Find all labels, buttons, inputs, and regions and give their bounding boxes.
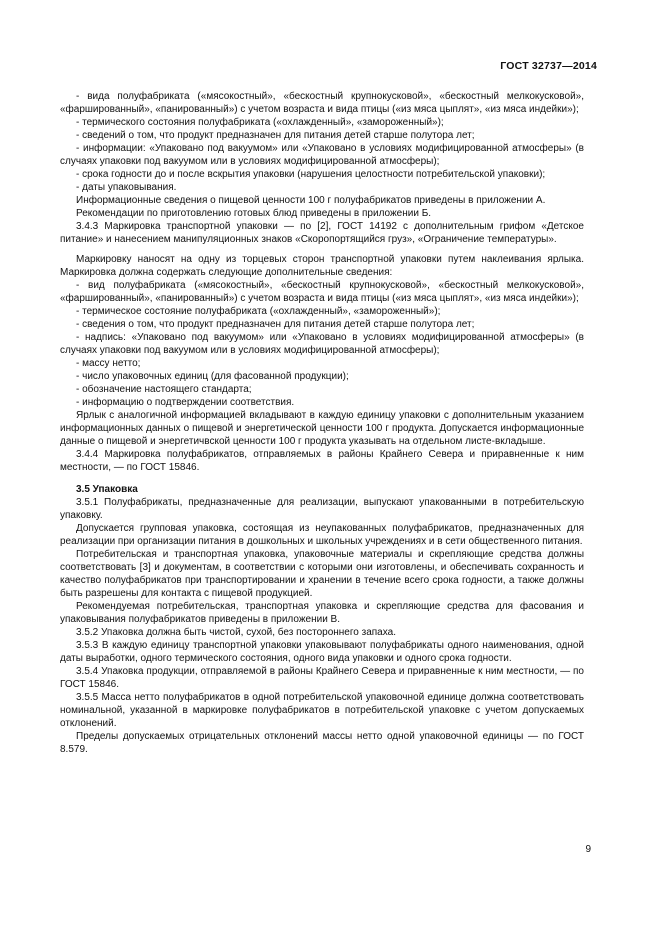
paragraph: 3.4.3 Маркировка транспортной упаковки — по [2], ГОСТ 14192 с дополнительным грифом «Детское питание» и нанесением манипуляционных знаков «Скоропортящийся груз», «Ограничение температуры». [60, 221, 584, 245]
page-number: 9 [585, 844, 591, 855]
paragraph: - вида полуфабриката («мясокостный», «бескостный крупнокусковой», «бескостный мелкокусковой», «фаршированный», «панированный») с учетом возраста и вида птицы («из мяса цыплят», «из мяса индейки»); [60, 91, 584, 115]
paragraph: - информации: «Упаковано под вакуумом» или «Упаковано в условиях модифицированной атмосферы» (в случаях упаковки под вакуумом или в условиях модифицированной атмосферы); [60, 143, 584, 167]
document-body [60, 90, 584, 756]
paragraph: 3.5.4 Упаковка продукции, отправляемой в районы Крайнего Севера и приравненные к ним местности, — по ГОСТ 15846. [60, 666, 584, 690]
paragraph: Потребительская и транспортная упаковка, упаковочные материалы и скрепляющие средства должны соответствовать [3] и документам, в соответствии с которыми они изготовлены, и обеспечивать сохранность и качество полуфабрикатов при транспортировании и хранении в течение всего срока годности, а также должны быть разрешены для контакта с пищевой продукцией. [60, 549, 584, 599]
paragraph: Информационные сведения о пищевой ценности 100 г полуфабрикатов приведены в приложении А. [76, 195, 546, 206]
paragraph: - термического состояния полуфабриката («охлажденный», «замороженный»); [76, 117, 444, 128]
paragraph: 3.5.2 Упаковка должна быть чистой, сухой, без постороннего запаха. [76, 627, 396, 638]
paragraph: Пределы допускаемых отрицательных отклонений массы нетто одной упаковочной единицы — по ГОСТ 8.579. [60, 731, 584, 755]
paragraph: - термическое состояние полуфабриката («охлажденный», «замороженный»); [76, 306, 441, 317]
paragraph: 3.5.3 В каждую единицу транспортной упаковки упаковывают полуфабрикаты одного наименования, одной даты выработки, одного термического состояния, одного вида упаковки и одного срока годности. [60, 640, 584, 664]
paragraph: - число упаковочных единиц (для фасованной продукции); [76, 371, 349, 382]
paragraph-gap [60, 474, 584, 481]
paragraph: 3.4.4 Маркировка полуфабрикатов, отправляемых в районы Крайнего Севера и приравненные к ним местности, — по ГОСТ 15846. [60, 449, 584, 473]
paragraph: - надпись: «Упаковано под вакуумом» или «Упаковано в условиях модифицированной атмосферы» (в случаях упаковки под вакуумом или в условиях модифицированной атмосферы); [60, 332, 584, 356]
paragraph: Маркировку наносят на одну из торцевых сторон транспортной упаковки путем наклеивания ярлыка. Маркировка должна содержать следующие дополнительные сведения: [60, 254, 584, 278]
paragraph: - срока годности до и после вскрытия упаковки (нарушения целостности потребительской упаковки); [76, 169, 546, 180]
paragraph: 3.5.5 Масса нетто полуфабрикатов в одной потребительской упаковочной единице должна соответствовать номинальной, указанной в маркировке полуфабрикатов в потребительской упаковке с учетом допускаемых отклонений. [60, 692, 584, 729]
paragraph: Допускается групповая упаковка, состоящая из неупакованных полуфабрикатов, предназначенных для реализации при организации питания в дошкольных и школьных учреждениях и в сети общественного питания. [60, 523, 584, 547]
paragraph: Рекомендуемая потребительская, транспортная упаковка и скрепляющие средства для фасования и упаковывания полуфабрикатов приведены в приложении В. [60, 601, 584, 625]
paragraph: - вид полуфабриката («мясокостный», «бескостный крупнокусковой», «бескостный мелкокусковой», «фаршированный», «панированный») с учетом возраста и вида птицы («из мяса цыплят», «из мяса индейки»); [60, 280, 584, 304]
document-header: ГОСТ 32737—2014 [500, 60, 597, 72]
paragraph: - даты упаковывания. [76, 182, 177, 193]
paragraph: - информацию о подтверждении соответствия. [76, 397, 295, 408]
paragraph: - сведения о том, что продукт предназначен для питания детей старше полутора лет; [76, 319, 475, 330]
paragraph: - обозначение настоящего стандарта; [76, 384, 252, 395]
paragraph: Ярлык с аналогичной информацией вкладывают в каждую единицу упаковки с дополнительным указанием информационных данных о пищевой и энергетической ценности 100 г продукта. Допускается информационные данные о пищевой и энергетичвской ценности 100 г продукта указывать на отдельном листе-вкладыше. [60, 410, 584, 447]
paragraph-gap [60, 246, 584, 253]
paragraph: - сведений о том, что продукт предназначен для питания детей старше полутора лет; [76, 130, 475, 141]
paragraph: - массу нетто; [76, 358, 141, 369]
section-heading: 3.5 Упаковка [76, 484, 138, 495]
paragraph: 3.5.1 Полуфабрикаты, предназначенные для реализации, выпускают упакованными в потребительскую упаковку. [60, 497, 584, 521]
paragraph: Рекомендации по приготовлению готовых блюд приведены в приложении Б. [76, 208, 432, 219]
